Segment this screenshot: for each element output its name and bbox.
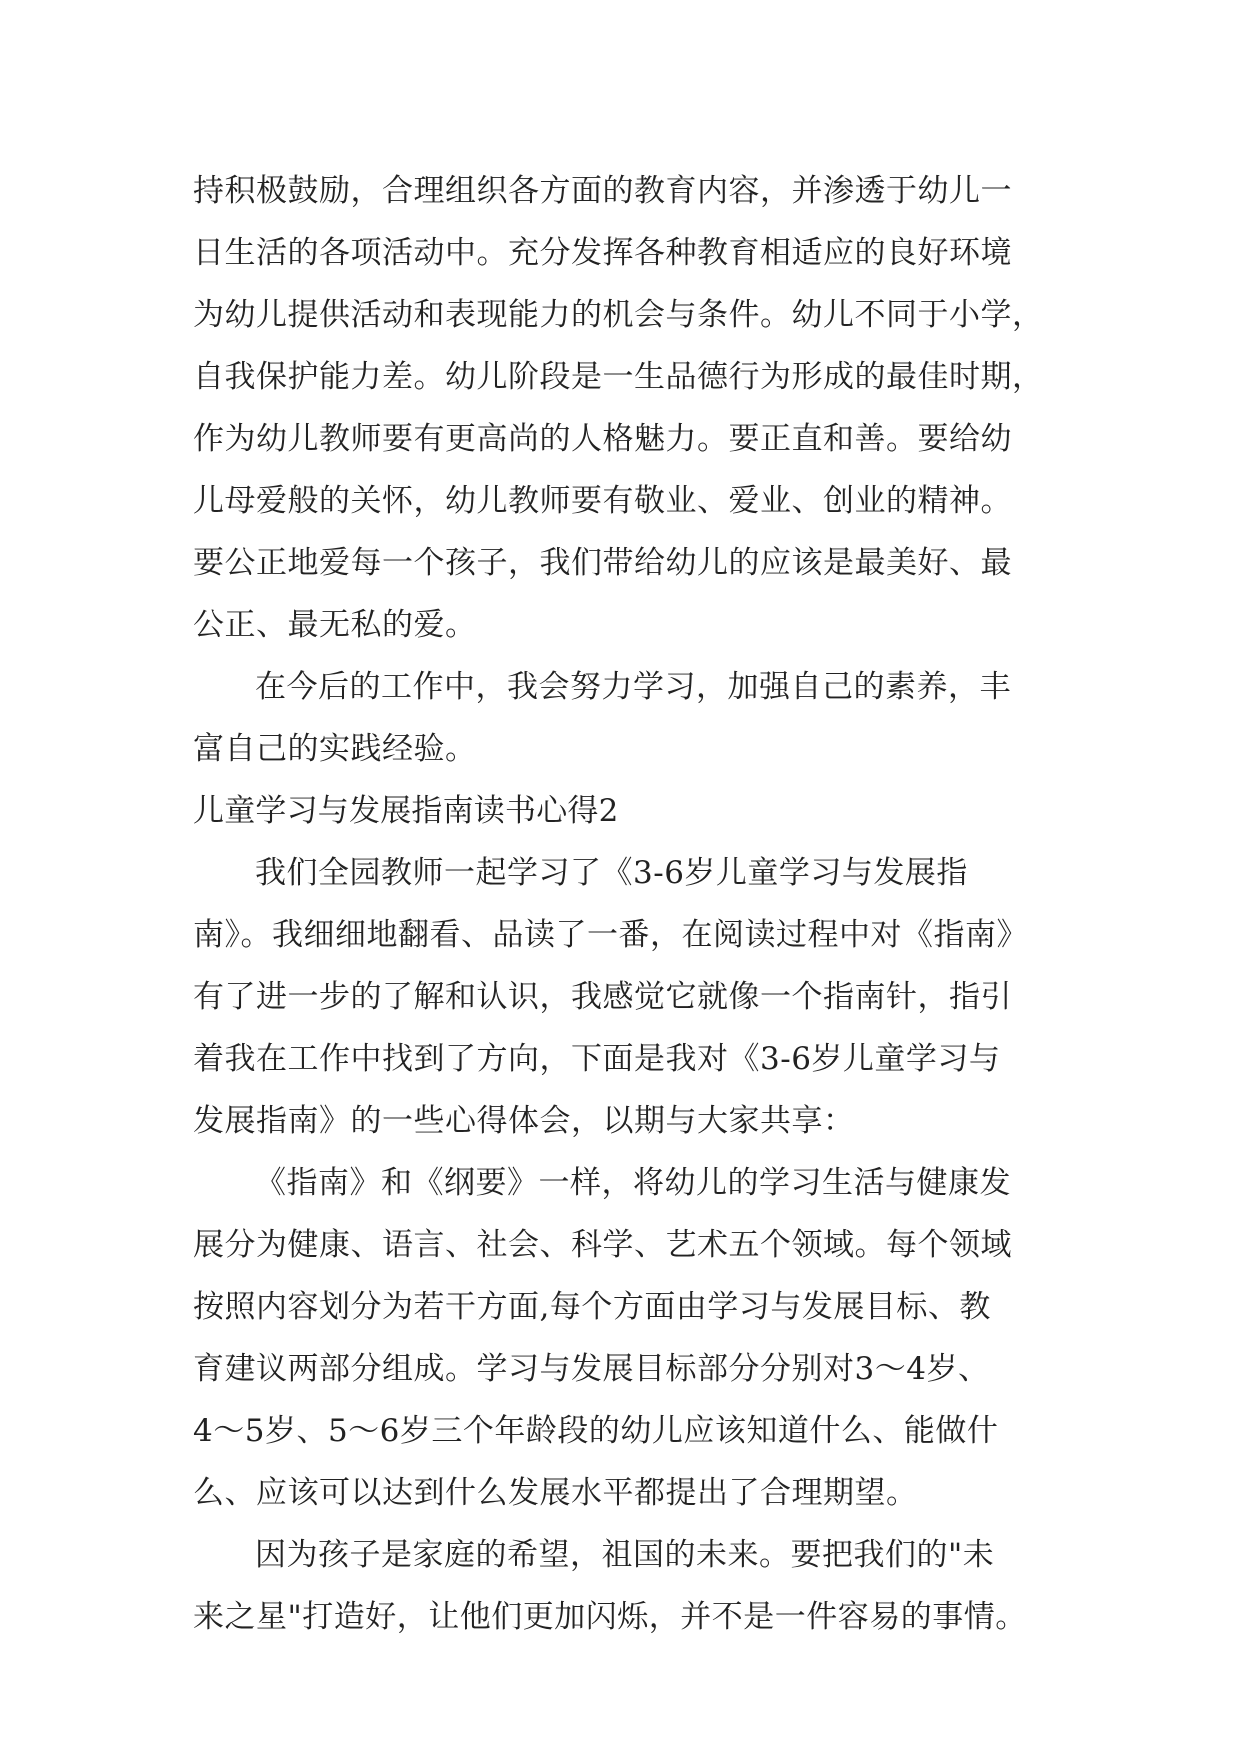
text-line: 发展指南》的一些心得体会，以期与大家共享： <box>193 1103 855 1139</box>
document-body <box>193 160 1093 1648</box>
text-line: 在今后的工作中，我会努力学习，加强自己的素养，丰 <box>255 669 1011 705</box>
text-line: 公正、最无私的爱。 <box>193 607 477 643</box>
text-line: 4～5岁、5～6岁三个年龄段的幼儿应该知道什么、能做什 <box>193 1413 999 1449</box>
section-heading: 儿童学习与发展指南读书心得2 <box>193 793 619 829</box>
text-line: 为幼儿提供活动和表现能力的机会与条件。幼儿不同于小学， <box>193 297 1044 333</box>
text-line: 育建议两部分组成。学习与发展目标部分分别对3～4岁、 <box>193 1351 990 1387</box>
text-line: 来之星"打造好，让他们更加闪烁，并不是一件容易的事情。 <box>193 1599 1027 1635</box>
text-line: 儿母爱般的关怀，幼儿教师要有敬业、爱业、创业的精神。 <box>193 483 1012 519</box>
text-line: 持积极鼓励，合理组织各方面的教育内容，并渗透于幼儿一 <box>193 173 1012 209</box>
text-line: 么、应该可以达到什么发展水平都提出了合理期望。 <box>193 1475 918 1511</box>
text-line: 日生活的各项活动中。充分发挥各种教育相适应的良好环境 <box>193 235 1012 271</box>
text-line: 按照内容划分为若干方面,每个方面由学习与发展目标、教 <box>193 1289 991 1325</box>
text-line: 作为幼儿教师要有更高尚的人格魅力。要正直和善。要给幼 <box>193 421 1012 457</box>
text-line: 要公正地爱每一个孩子，我们带给幼儿的应该是最美好、最 <box>193 545 1012 581</box>
text-line: 有了进一步的了解和认识，我感觉它就像一个指南针，指引 <box>193 979 1012 1015</box>
text-line: 着我在工作中找到了方向，下面是我对《3-6岁儿童学习与 <box>193 1041 1001 1077</box>
text-line: 《指南》和《纲要》一样，将幼儿的学习生活与健康发 <box>255 1165 1011 1201</box>
text-line: 南》。我细细地翻看、品读了一番，在阅读过程中对《指南》 <box>193 917 1028 953</box>
text-line: 展分为健康、语言、社会、科学、艺术五个领域。每个领域 <box>193 1227 1012 1263</box>
text-line: 因为孩子是家庭的希望，祖国的未来。要把我们的"未 <box>255 1537 995 1573</box>
text-line: 富自己的实践经验。 <box>193 731 477 767</box>
text-line: 自我保护能力差。幼儿阶段是一生品德行为形成的最佳时期， <box>193 359 1044 395</box>
text-line: 我们全园教师一起学习了《3-6岁儿童学习与发展指 <box>255 855 968 891</box>
